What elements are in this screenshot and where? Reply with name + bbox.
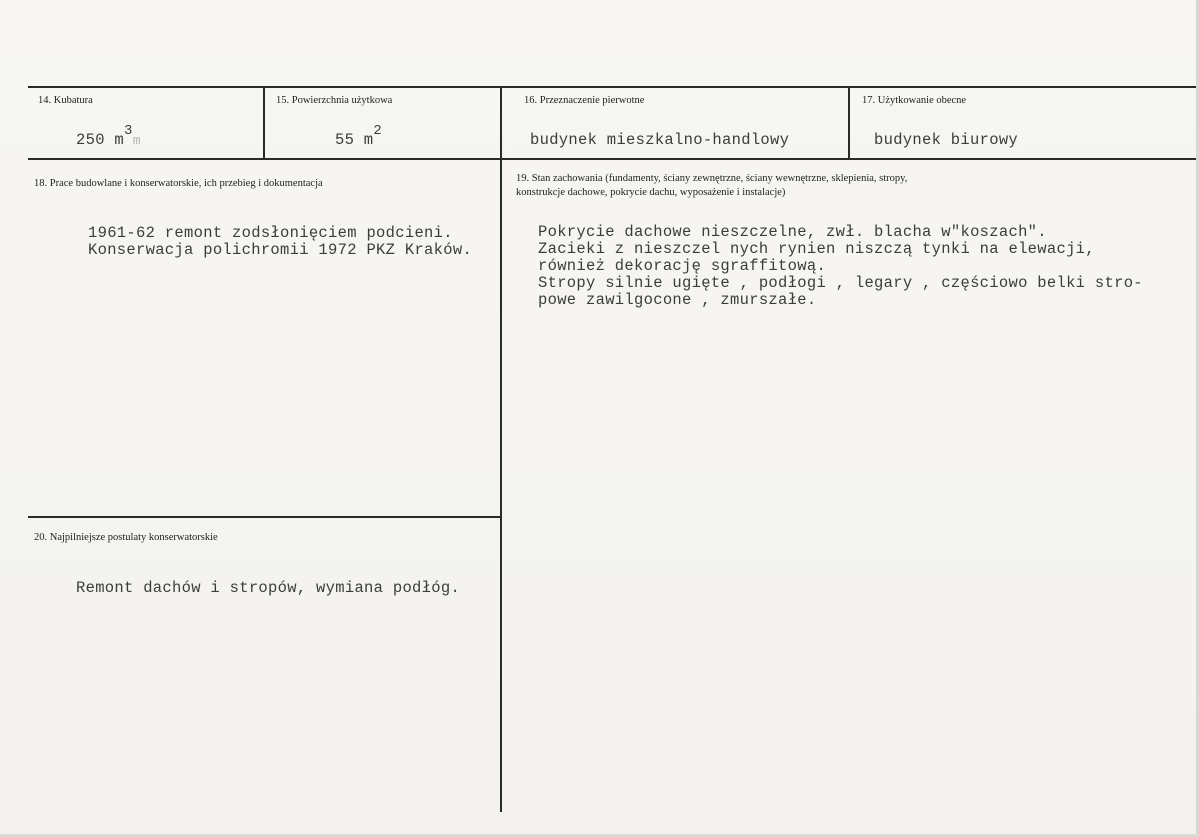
field-19-label-line-2: konstrukcje dachowe, pokrycie dachu, wyposażenie i instalacje) (516, 187, 786, 198)
field-14-exponent: 3 (124, 123, 133, 139)
field-19-line-3: również dekorację sgraffitową. (538, 257, 827, 275)
field-14-number: 250 m (76, 131, 125, 149)
field-15-exponent: 2 (373, 123, 383, 139)
field-15-label: 15. Powierzchnia użytkowa (276, 95, 393, 106)
field-15-number: 55 m (335, 131, 374, 149)
divider-main (500, 86, 502, 812)
top-rule (28, 86, 1198, 88)
field-19-line-5: powe zawilgocone , zmurszałe. (538, 291, 817, 309)
field-17-value: budynek biurowy (874, 131, 1019, 149)
field-19-line-1: Pokrycie dachowe nieszczelne, zwł. blacha w"koszach". (538, 223, 1047, 241)
field-14-label: 14. Kubatura (38, 95, 93, 106)
divider-16-17 (848, 86, 850, 159)
row1-bottom-rule (28, 158, 1198, 160)
divider-14-15 (263, 86, 265, 159)
field-14-value (76, 123, 141, 149)
field-20-value: Remont dachów i stropów, wymiana podłóg. (76, 579, 461, 597)
field-16-label: 16. Przeznaczenie pierwotne (524, 95, 645, 106)
field-20-label: 20. Najpilniejsze postulaty konserwatorskie (34, 532, 218, 543)
field-15-value (335, 123, 383, 149)
field-19-line-4: Stropy silnie ugięte , podłogi , legary , częściowo belki stro- (538, 274, 1143, 292)
field-17-label: 17. Użytkowanie obecne (862, 95, 967, 106)
field-19-label-line-1: 19. Stan zachowania (fundamenty, ściany zewnętrzne, ściany wewnętrzne, sklepienia, stropy, (516, 173, 908, 184)
field-18-label: 18. Prace budowlane i konserwatorskie, ich przebieg i dokumentacja (34, 178, 323, 189)
field-18-line-1: 1961-62 remont zodsłonięciem podcieni. (88, 224, 453, 242)
field-16-value: budynek mieszkalno-handlowy (530, 131, 790, 149)
field-14-faint-mark: m (132, 133, 141, 148)
section20-top-rule (28, 516, 501, 518)
field-18-line-2: Konserwacja polichromii 1972 PKZ Kraków. (88, 241, 473, 259)
field-19-line-2: Zacieki z nieszczel nych rynien niszczą tynki na elewacji, (538, 240, 1095, 258)
